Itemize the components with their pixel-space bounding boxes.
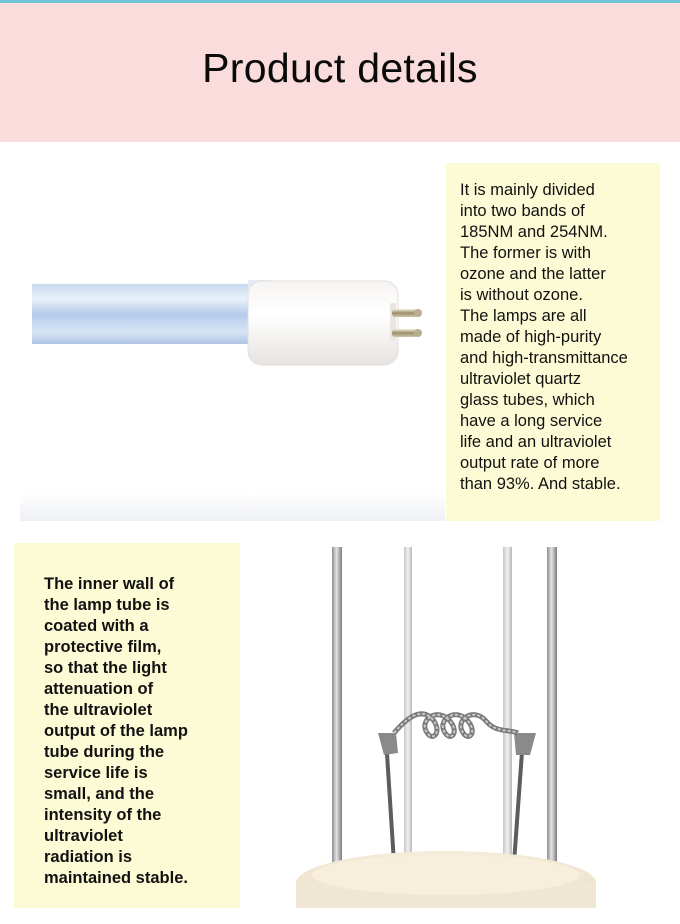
uv-lamp-tube-end-cap-photo	[20, 163, 445, 521]
film-text-line: protective film,	[44, 638, 162, 656]
film-text-line: tube during the	[44, 743, 165, 761]
section-lamp-bands	[20, 163, 660, 521]
film-text-line: The inner wall of	[44, 575, 175, 593]
bands-text-line: ultraviolet quartz	[460, 370, 582, 388]
film-description-panel	[14, 543, 240, 908]
bands-text-line: made of high-purity	[460, 328, 602, 346]
bands-text-line: output rate of more	[460, 454, 600, 472]
page-title: Product details	[202, 45, 478, 91]
bands-text-line: have a long service	[460, 412, 603, 430]
bands-text-line: 185NM and 254NM.	[460, 223, 608, 241]
film-text-line: output of the lamp	[44, 722, 188, 740]
pin-top	[392, 309, 422, 317]
film-text-line: the ultraviolet	[44, 701, 153, 719]
film-text-line: radiation is	[44, 848, 133, 866]
film-text-line: maintained stable.	[44, 869, 188, 887]
bands-text-line: It is mainly divided	[460, 181, 595, 199]
film-text-line: small, and the	[44, 785, 155, 803]
lamp-filament-image	[246, 543, 660, 908]
film-text-line: coated with a	[44, 617, 149, 635]
lamp-filament-electrode-photo	[246, 543, 660, 908]
bands-text-line: and high-transmittance	[460, 349, 628, 367]
film-text-line: attenuation of	[44, 680, 154, 698]
bands-text-line: The former is with	[460, 244, 592, 262]
film-text-line: so that the light	[44, 659, 167, 677]
uv-lamp-tube-image	[20, 163, 445, 521]
section-protective-film	[14, 543, 660, 908]
bands-text-line: The lamps are all	[460, 307, 587, 325]
film-text-line: the lamp tube is	[44, 596, 170, 614]
film-text-line: service life is	[44, 764, 148, 782]
bands-text-line: into two bands of	[460, 202, 585, 220]
bands-text-line: ozone and the latter	[460, 265, 606, 283]
pin-bottom	[392, 329, 422, 337]
bands-text-line: than 93%. And stable.	[460, 475, 621, 493]
bands-text-line: glass tubes, which	[460, 391, 595, 409]
film-text-line: intensity of the	[44, 806, 162, 824]
film-text-line: ultraviolet	[44, 827, 123, 845]
bands-description-panel	[446, 163, 660, 521]
bands-text-line: is without ozone.	[460, 286, 583, 304]
header-banner	[0, 3, 680, 142]
bands-text-line: life and an ultraviolet	[460, 433, 612, 451]
